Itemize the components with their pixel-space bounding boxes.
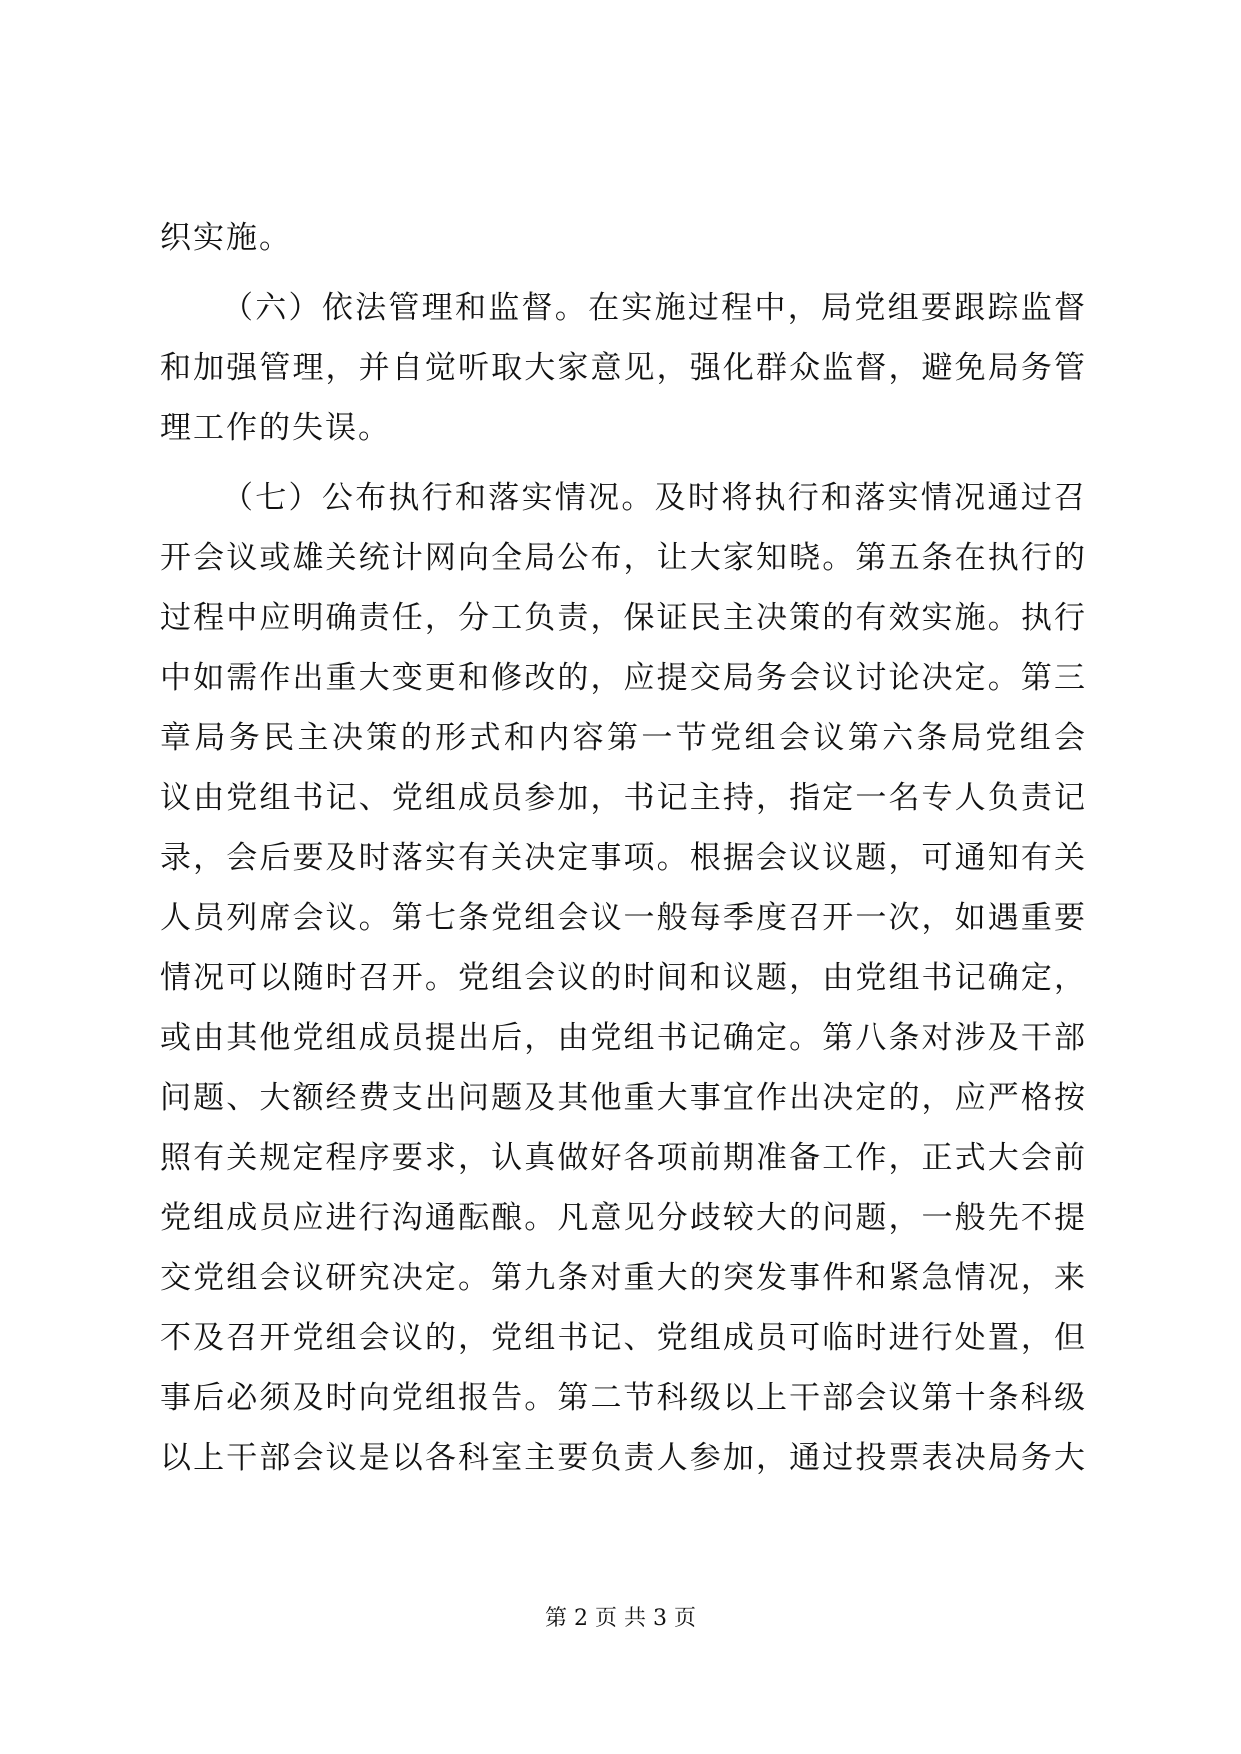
body-line-14: 或由其他党组成员提出后，由党组书记确定。第八条对涉及干部 bbox=[160, 1020, 1085, 1056]
body-line-20: 事后必须及时向党组报告。第二节科级以上干部会议第十条科级 bbox=[160, 1380, 1085, 1416]
body-line-16: 照有关规定程序要求，认真做好各项前期准备工作，正式大会前 bbox=[160, 1140, 1085, 1176]
body-line-7: 过程中应明确责任，分工负责，保证民主决策的有效实施。执行 bbox=[160, 600, 1085, 636]
body-line-9: 章局务民主决策的形式和内容第一节党组会议第六条局党组会 bbox=[160, 720, 1085, 756]
body-line-11: 录，会后要及时落实有关决定事项。根据会议议题，可通知有关 bbox=[160, 840, 1085, 876]
page-footer: 第 2 页 共 3 页 bbox=[545, 1606, 696, 1631]
body-line-8: 中如需作出重大变更和修改的，应提交局务会议讨论决定。第三 bbox=[160, 660, 1085, 696]
body-line-12: 人员列席会议。第七条党组会议一般每季度召开一次，如遇重要 bbox=[160, 900, 1085, 936]
body-line-17: 党组成员应进行沟通酝酿。凡意见分歧较大的问题，一般先不提 bbox=[160, 1200, 1085, 1236]
body-line-19: 不及召开党组会议的，党组书记、党组成员可临时进行处置，但 bbox=[160, 1320, 1085, 1356]
body-line-10: 议由党组书记、党组成员参加，书记主持，指定一名专人负责记 bbox=[160, 780, 1085, 816]
body-line-1: 织实施。 bbox=[160, 220, 292, 256]
body-line-13: 情况可以随时召开。党组会议的时间和议题，由党组书记确定， bbox=[160, 960, 1085, 996]
body-line-21: 以上干部会议是以各科室主要负责人参加，通过投票表决局务大 bbox=[160, 1440, 1085, 1476]
body-line-15: 问题、大额经费支出问题及其他重大事宜作出决定的，应严格按 bbox=[160, 1080, 1085, 1116]
body-line-18: 交党组会议研究决定。第九条对重大的突发事件和紧急情况，来 bbox=[160, 1260, 1085, 1296]
body-line-2: （六）依法管理和监督。在实施过程中，局党组要跟踪监督 bbox=[222, 290, 1085, 326]
body-line-5: （七）公布执行和落实情况。及时将执行和落实情况通过召 bbox=[222, 480, 1085, 516]
body-line-3: 和加强管理，并自觉听取大家意见，强化群众监督，避免局务管 bbox=[160, 350, 1085, 386]
body-line-4: 理工作的失误。 bbox=[160, 410, 391, 446]
body-line-6: 开会议或雄关统计网向全局公布，让大家知晓。第五条在执行的 bbox=[160, 540, 1085, 576]
